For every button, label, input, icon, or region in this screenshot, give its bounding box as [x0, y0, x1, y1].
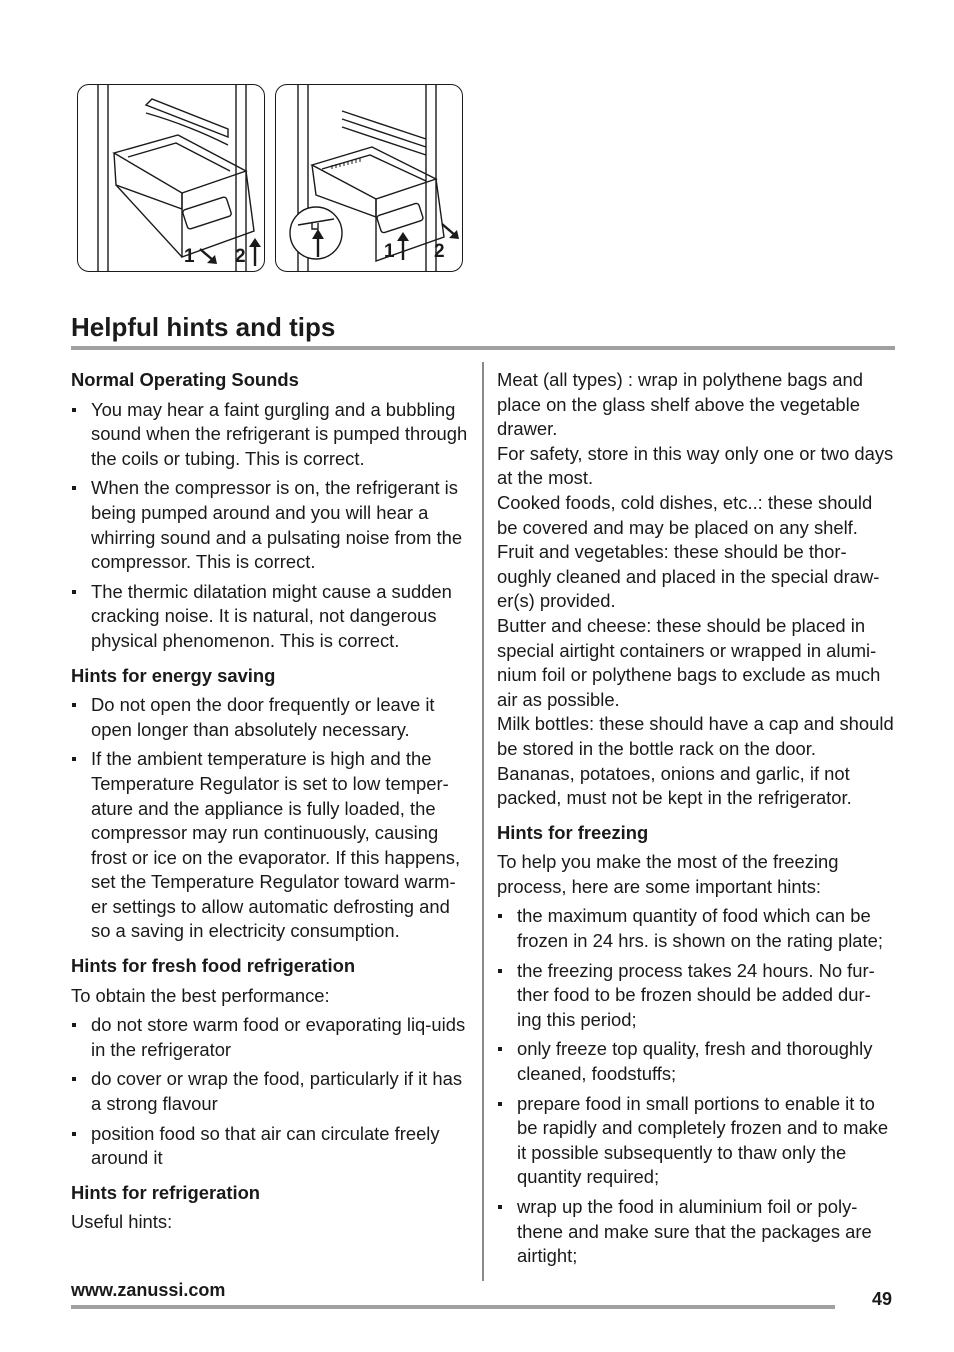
- fresh-food-list: [71, 1013, 471, 1171]
- step-1-label: 1: [384, 241, 395, 262]
- energy-saving-heading: Hints for energy saving: [71, 664, 276, 686]
- step-2-label: 2: [434, 241, 445, 262]
- left-column: [71, 368, 471, 1235]
- drawer-drawing-1: [78, 85, 265, 272]
- list-item: the freezing process takes 24 hours. No fur-ther food to be frozen should be added dur-ing this period;: [497, 959, 895, 1033]
- section-title: Helpful hints and tips: [71, 312, 336, 342]
- page-number: 49: [872, 1289, 893, 1309]
- arrow-up-icon: [248, 237, 262, 267]
- list-item: do not store warm food or evaporating liq-uids in the refrigerator: [71, 1013, 471, 1062]
- right-column: [497, 368, 895, 1274]
- step-2-label: 2: [235, 246, 246, 267]
- list-item: the maximum quantity of food which can be frozen in 24 hrs. is shown on the rating plate;: [497, 904, 895, 953]
- refrigeration-heading: Hints for refrigeration: [71, 1181, 261, 1203]
- normal-sounds-list: [71, 398, 471, 654]
- list-item: Do not open the door frequently or leave it open longer than absolutely necessary.: [71, 693, 471, 742]
- refrigeration-intro: Useful hints:: [71, 1211, 173, 1233]
- list-item: do cover or wrap the food, particularly if it has a strong flavour: [71, 1067, 471, 1116]
- list-item: wrap up the food in aluminium foil or poly-thene and make sure that the packages are airtight;: [497, 1195, 895, 1269]
- arrow-down-right-icon: [440, 221, 462, 241]
- freezing-intro: To help you make the most of the freezing process, here are some important hints:: [497, 851, 839, 897]
- refrigeration-paragraph-milk: Milk bottles: these should have a cap and should be stored in the bottle rack on the door.: [497, 713, 894, 759]
- freezing-list: [497, 904, 895, 1268]
- energy-saving-list: [71, 693, 471, 944]
- list-item: The thermic dilatation might cause a sudden cracking noise. It is natural, not dangerous physical phenomenon. This is correct.: [71, 580, 471, 654]
- list-item: When the compressor is on, the refrigerant is being pumped around and you will hear a whirring sound and a pulsating noise from the compressor. This is correct.: [71, 476, 471, 574]
- arrow-down-right-icon: [198, 246, 220, 266]
- list-item: only freeze top quality, fresh and thoroughly cleaned, foodstuffs;: [497, 1037, 895, 1086]
- refrigeration-paragraph-fruit: Fruit and vegetables: these should be thor-oughly cleaned and placed in the special draw-er(s) provided.: [497, 541, 880, 612]
- refrigeration-paragraph-bananas: Bananas, potatoes, onions and garlic, if not packed, must not be kept in the refrigerator.: [497, 762, 852, 809]
- refrigeration-paragraph-butter: Butter and cheese: these should be placed in special airtight containers or wrapped in alumi-nium foil or polythene bags to exclude as much air as possible.: [497, 614, 881, 710]
- column-divider: [482, 362, 484, 1281]
- footer-website: www.zanussi.com: [71, 1280, 226, 1300]
- refrigeration-paragraph-cooked: Cooked foods, cold dishes, etc..: these should be covered and may be placed on any shelf.: [497, 491, 873, 538]
- refrigeration-paragraph-safety: For safety, store in this way only one or two days at the most.: [497, 442, 894, 489]
- fresh-food-heading: Hints for fresh food refrigeration: [71, 955, 356, 977]
- normal-sounds-heading: Normal Operating Sounds: [71, 369, 299, 390]
- drawer-removal-illustration-2: [275, 84, 463, 272]
- step-1-label: 1: [184, 246, 195, 267]
- footer-divider: [71, 1305, 835, 1309]
- list-item: prepare food in small portions to enable it to be rapidly and completely frozen and to make it possible subsequently to thaw only the quantity required;: [497, 1092, 895, 1190]
- drawer-removal-illustration-1: [77, 84, 265, 272]
- list-item: You may hear a faint gurgling and a bubbling sound when the refrigerant is pumped through the coils or tubing. This is correct.: [71, 398, 471, 472]
- list-item: position food so that air can circulate freely around it: [71, 1122, 471, 1171]
- refrigeration-paragraph-meat: Meat (all types) : wrap in polythene bags and place on the glass shelf above the vegetable drawer.: [497, 369, 863, 440]
- title-divider: [71, 346, 895, 350]
- arrow-up-icon: [396, 231, 410, 261]
- list-item: If the ambient temperature is high and the Temperature Regulator is set to low temper-ature and the appliance is fully loaded, the compressor may run continuously, causing frost or ice on the evaporator. If this happens, set the Temperature Regulator toward warm-er settings to allow automatic defrosting and so a saving in electricity consumption.: [71, 747, 471, 944]
- freezing-heading: Hints for freezing: [497, 821, 649, 843]
- fresh-food-intro: To obtain the best performance:: [71, 984, 330, 1006]
